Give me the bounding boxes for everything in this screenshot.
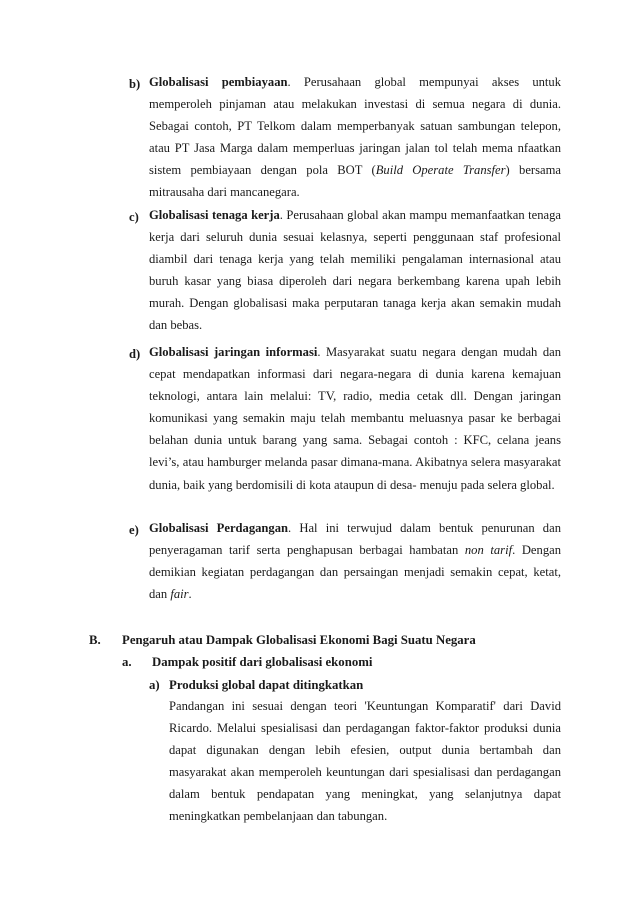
section-b-title: Pengaruh atau Dampak Globalisasi Ekonomi Bagi Suatu Negara: [122, 633, 476, 647]
item-c-term: Globalisasi tenaga kerja: [149, 208, 280, 222]
point-a-paragraph: Pandangan ini sesuai dengan teori 'Keuntungan Komparatif' dari David Ricardo. Melalui spesialisasi dan perdagangan faktor-faktor produksi dunia dapat digunakan dengan lebih efesien, output dunia bertambah dan masyarakat akan memperoleh keuntungan dari spesialisasi dan perdagangan dalam bentuk pendapatan yang meningkat, yang selanjutnya dapat meningkatkan pembelanjaan dan tabungan.: [169, 699, 561, 824]
item-e-text-mid: . Dengan demikian kegiatan perdagangan dan persaingan menjadi semakin cepat, ketat, dan: [149, 543, 561, 602]
item-e-text-pre: . Hal ini terwujud dalam bentuk penurunan dan penyeragaman tarif serta penghapusan berbagai hambatan: [149, 521, 561, 558]
item-c-paragraph: [149, 204, 561, 337]
subsection-a-title: Dampak positif dari globalisasi ekonomi: [152, 655, 373, 669]
item-d-label: d): [129, 347, 141, 361]
item-b-text-italic: Build Operate Transfer: [375, 163, 506, 178]
item-c-text: . Perusahaan global akan mampu memanfaatkan tenaga kerja dari seluruh dunia sesuai kelasnya, seperti penggunaan staf profesional diambil dari tenaga kerja yang telah memiliki pengalaman internasional atau buruh kasar yang biasa diperoleh dari negara berkembang karena upah lebih murah. Dengan globalisasi maka perputaran tanaga kerja akan semakin mudah dan bebas.: [149, 208, 562, 333]
item-e-label: e): [129, 523, 139, 537]
item-e-text-italic2: fair: [170, 587, 189, 602]
subsection-a-label: a.: [122, 655, 132, 669]
item-b-text-pre: . Perusahaan global mempunyai akses untuk memperoleh pinjaman atau melakukan investasi di semua negara di dunia. Sebagai contoh, PT Telkom dalam memperbanyak satuan sambungan telepon, atau PT Jasa Marga dalam memperluas jaringan jalan tol telah mema nfaatkan sistem pembiayaan dengan pola BOT (: [149, 75, 562, 178]
item-d-paragraph: [149, 341, 561, 496]
item-e-text-italic: non tarif: [464, 543, 513, 558]
item-b-label: b): [129, 77, 141, 91]
item-b-term: Globalisasi pembiayaan: [149, 75, 288, 89]
item-e-term: Globalisasi Perdagangan: [149, 521, 289, 535]
item-b-paragraph: [149, 71, 561, 204]
item-e-paragraph: [149, 517, 561, 605]
item-d-text: . Masyarakat suatu negara dengan mudah dan cepat mendapatkan informasi dari negara-negara di dunia karena kemajuan teknologi, antara lain melalui: TV, radio, media cetak dll. Dengan jaringan komunikasi yang semakin maju telah membantu meluasnya pasar ke berbagai belahan dunia untuk barang yang sama. Sebagai contoh : KFC, celana jeans levi’s, atau hamburger melanda pasar dimana-mana. Akibatnya selera masyarakat dunia, baik yang berdomisili di kota ataupun di desa- menuju pada selera global.: [149, 345, 561, 492]
item-e-text-post: .: [188, 587, 192, 602]
point-a-title: Produksi global dapat ditingkatkan: [169, 678, 364, 692]
point-a-label: a): [149, 678, 160, 692]
item-c-label: c): [129, 210, 139, 224]
item-b-text-post: ) bersama mitrausaha dari mancanegara.: [149, 163, 561, 200]
section-b-label: B.: [89, 633, 101, 647]
item-d-term: Globalisasi jaringan informasi: [149, 345, 318, 359]
